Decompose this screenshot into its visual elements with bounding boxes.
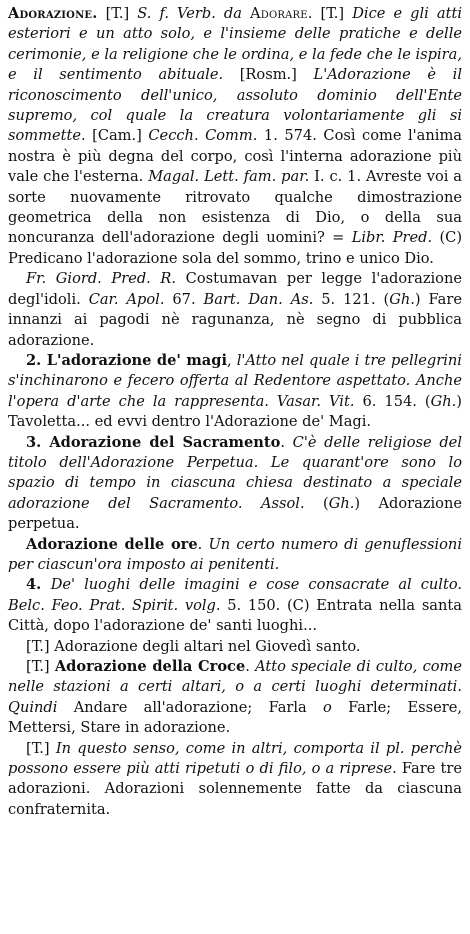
text-run: S. f. Verb. da (137, 5, 251, 22)
text-run: In questo senso, come in altri, comporta il pl. perchè possono essere più atti ripetuti o di filo, o a riprese. (8, 739, 462, 778)
text-run: Adorazione del Sacramento (49, 433, 281, 451)
text-run: Fare tre adorazioni. Adorazioni solennemente fatte da ciascuna confraternita. (8, 760, 462, 818)
text-run: Costumavan per legge l'adorazione degl'idoli. (8, 270, 462, 308)
text-run: 4. (26, 576, 51, 594)
text-run: Libr. Pred. (351, 229, 433, 247)
text-run: Fr. Giord. Pred. R. (26, 270, 177, 288)
text-run: [T.] (26, 739, 56, 757)
text-run: [T.] Adorazione degli altari nel Giovedì santo. (26, 637, 361, 655)
entry-paragraph-8 (8, 657, 462, 739)
text-run: ) Tavoletta... ed evvi dentro l'Adorazione de' Magi. (8, 392, 462, 431)
text-run: ) Adorazione perpetua. (8, 494, 463, 533)
text-run: (C) Predicano l'adorazione sola del sommo, trino e unico Dio. (8, 229, 463, 267)
entry-paragraph-5 (8, 535, 462, 576)
text-run: 5. 121. ( (313, 290, 390, 308)
text-run: Car. Apol. (88, 290, 165, 308)
text-run: 5. 150. (C) Entrata nella santa Città, dopo l'adorazione de' santi luoghi... (8, 596, 462, 635)
text-run: L'adorazione de' magi (46, 351, 228, 369)
text-run: Adorazione della Croce (54, 658, 246, 675)
text-run: Magal. Lett. fam. par. (148, 168, 310, 186)
text-run: 67. (164, 290, 204, 308)
text-run: 6. 154. ( (354, 392, 431, 410)
text-run: ) Fare innanzi ai pagodi nè ragunanza, nè segno di pubblica adorazione. (8, 290, 462, 349)
text-run: De' luoghi delle imagini e cose consacrate al culto. Belc. Feo. Prat. Spirit. volg. (8, 576, 462, 614)
text-run: Un certo numero di genuflessioni per ciascun'ora imposto ai penitenti. (8, 535, 462, 573)
entry-paragraph-6 (8, 575, 462, 636)
entry-paragraph-7 (8, 637, 462, 657)
text-run: 3. (26, 433, 50, 451)
text-run: 1. 574. Così come l'anima nostra è più degna del corpo, così l'interna adorazione più vale che l'esterna. (8, 127, 462, 186)
entry-paragraph-9 (8, 739, 462, 821)
text-run: Atto speciale di culto, come nelle stazioni a certi altari, o a certi luoghi determinati. Quindi (8, 658, 462, 716)
text-run: . (197, 535, 209, 553)
text-run: Cecch. Comm. (148, 127, 258, 145)
text-run: Farle; Essere, Mettersi, Stare in adorazione. (8, 698, 462, 737)
text-run: 2. (26, 351, 47, 369)
text-run: l'Atto nel quale i tre pellegrini s'inchinarono e fecero offerta al Redentore aspettato. Anche l'opera d'arte che la rappresenta. Vasar. Vit. (8, 351, 462, 410)
text-run: C'è delle religiose del titolo dell'Adorazione Perpetua. Le quarant'ore sono lo spazio di tempo in ciascuna chiesa destinato a speciale adorazione del Sacramento. Assol. (8, 433, 462, 512)
text-run: Andare all'adorazione; Farla (57, 698, 324, 716)
text-run: Gh. (430, 392, 457, 410)
text-run: [T.] (26, 658, 55, 675)
text-run: I. c. 1. Avreste voi a sorte nuovamente ritrovato qualche dimostrazione geometrica della non esistenza di Dio, o della sua noncuranza dell'adorazione degli uomini? = (8, 168, 463, 247)
text-run: . (280, 433, 293, 451)
text-run: Adorazione delle ore (26, 535, 198, 553)
text-run: . [T.] (307, 5, 353, 22)
text-run: Gh. (328, 494, 355, 512)
text-run: ( (304, 494, 329, 512)
text-run: [Cam.] (85, 127, 149, 145)
entry-paragraph-3 (8, 351, 462, 433)
text-run: [Rosm.] (223, 66, 314, 84)
entry-paragraph-4 (8, 433, 462, 535)
text-run: Bart. Dan. As. (203, 290, 314, 308)
text-run: , (227, 351, 237, 369)
text-run: L'Adorazione è il riconoscimento dell'unico, assoluto dominio dell'Ente supremo, col quale la creatura volontariamente gli si sommette. (8, 66, 462, 145)
text-run: Dice e gli atti esteriori e un atto solo, e l'insieme delle pratiche e delle cerimonie, e la religione che le ordina, e la fede che le ispira, e il sentimento abituale. (8, 5, 463, 84)
entry-paragraph-2 (8, 269, 462, 351)
text-run: . (245, 658, 256, 675)
text-run: Gh. (389, 290, 415, 308)
text-run: o (323, 698, 332, 716)
text-run: Adorazione. (8, 5, 98, 22)
entry-paragraph-1 (8, 4, 462, 269)
text-run: [T.] (97, 5, 138, 22)
text-run: Adorare (250, 5, 308, 22)
